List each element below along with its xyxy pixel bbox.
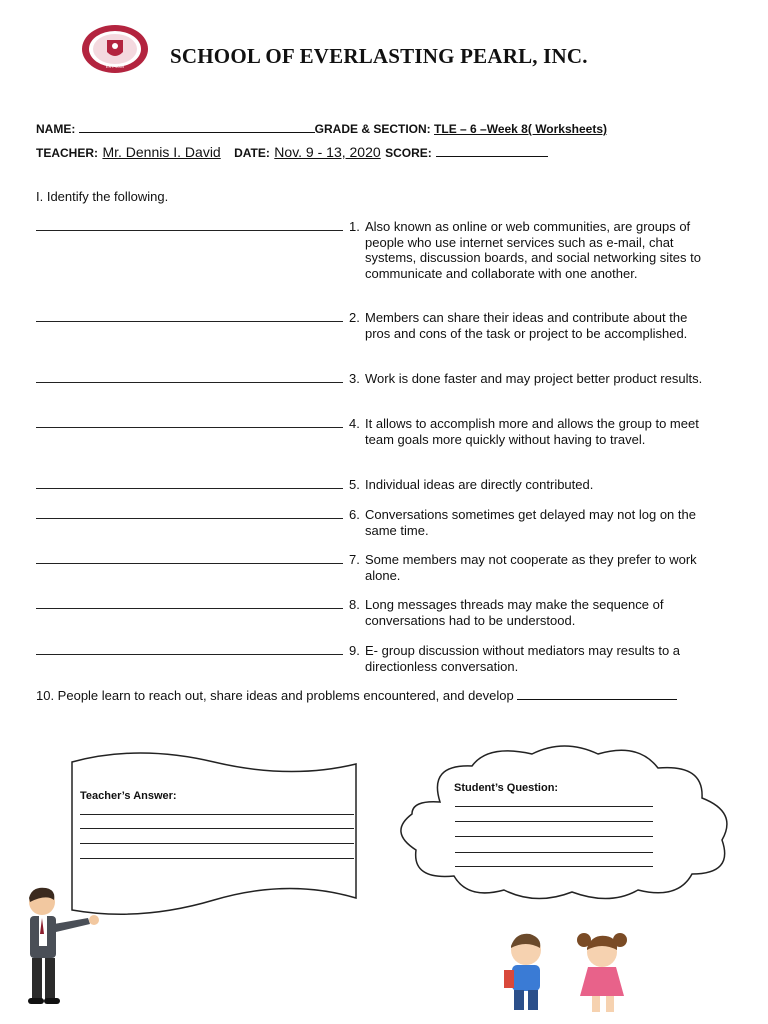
item-text: Individual ideas are directly contributed. [365, 477, 594, 492]
answer-blank[interactable] [36, 608, 343, 609]
answer-blank[interactable] [36, 427, 343, 428]
school-seal-logo [81, 24, 149, 74]
item-text: It allows to accomplish more and allows the group to meet team goals more quickly without having to travel. [365, 416, 699, 447]
answer-blank[interactable] [36, 654, 343, 655]
student-question-label: Student’s Question: [454, 782, 559, 794]
school-name: SCHOOL OF EVERLASTING PEARL, INC. [170, 44, 588, 68]
student-question-cloud [392, 742, 740, 902]
instructions: I. Identify the following. [36, 189, 169, 204]
teacher-answer-flag [68, 750, 360, 922]
date-value: Nov. 9 - 13, 2020 [274, 144, 381, 160]
student-question-line[interactable] [455, 836, 653, 837]
kids-icon [496, 930, 640, 1016]
item-text: Long messages threads may make the sequence of conversations had to be understood. [365, 597, 664, 628]
teacher-pointing-icon [18, 884, 108, 1010]
item-number: 1. [349, 219, 360, 234]
item-number: 4. [349, 416, 360, 431]
grade-label: GRADE & SECTION: [314, 122, 431, 136]
teacher-label: TEACHER: [36, 146, 98, 160]
answer-blank[interactable] [517, 687, 677, 700]
question-item-10 [36, 687, 677, 703]
item-number: 2. [349, 310, 360, 325]
answer-blank[interactable] [36, 563, 343, 564]
grade-value: TLE – 6 –Week 8( Worksheets) [434, 122, 607, 136]
item-number: 7. [349, 552, 360, 567]
student-question-line[interactable] [455, 821, 653, 822]
item-number: 9. [349, 643, 360, 658]
item-10-text: 10. People learn to reach out, share ideas and problems encountered, and develop [36, 688, 514, 703]
answer-blank[interactable] [36, 321, 343, 322]
name-label: NAME: [36, 122, 76, 136]
date-label: DATE: [234, 146, 270, 160]
score-label: SCORE: [385, 146, 432, 160]
teacher-answer-line[interactable] [80, 858, 354, 859]
answer-blank[interactable] [36, 382, 343, 383]
item-text: Work is done faster and may project better product results. [365, 371, 703, 386]
item-number: 5. [349, 477, 360, 492]
item-text: Conversations sometimes get delayed may not log on the same time. [365, 507, 696, 538]
student-question-line[interactable] [455, 852, 653, 853]
answer-blank[interactable] [36, 230, 343, 231]
item-number: 3. [349, 371, 360, 386]
teacher-answer-line[interactable] [80, 843, 354, 844]
item-text: E- group discussion without mediators may results to a directionless conversation. [365, 643, 681, 674]
item-text: Some members may not cooperate as they prefer to work alone. [365, 552, 697, 583]
item-number: 8. [349, 597, 360, 612]
answer-blank[interactable] [36, 488, 343, 489]
teacher-answer-line[interactable] [80, 828, 354, 829]
student-question-line[interactable] [455, 806, 653, 807]
header-row-1 [36, 120, 607, 136]
teacher-value: Mr. Dennis I. David [102, 144, 221, 160]
header-row-2 [36, 144, 548, 162]
student-question-line[interactable] [455, 866, 653, 867]
answer-blank[interactable] [36, 518, 343, 519]
teacher-answer-line[interactable] [80, 814, 354, 815]
seal-year: EST. 2009 [105, 64, 125, 69]
item-number: 6. [349, 507, 360, 522]
item-text: Members can share their ideas and contribute about the pros and cons of the task or project to be accomplished. [365, 310, 688, 341]
teacher-answer-label: Teacher’s Answer: [80, 790, 177, 802]
score-blank[interactable] [436, 144, 548, 157]
name-blank[interactable] [79, 120, 315, 133]
item-text: Also known as online or web communities, are groups of people who use internet services such as e-mail, chat systems, discussion boards, and social networking sites to communicate and collaborate with one another. [365, 219, 701, 281]
